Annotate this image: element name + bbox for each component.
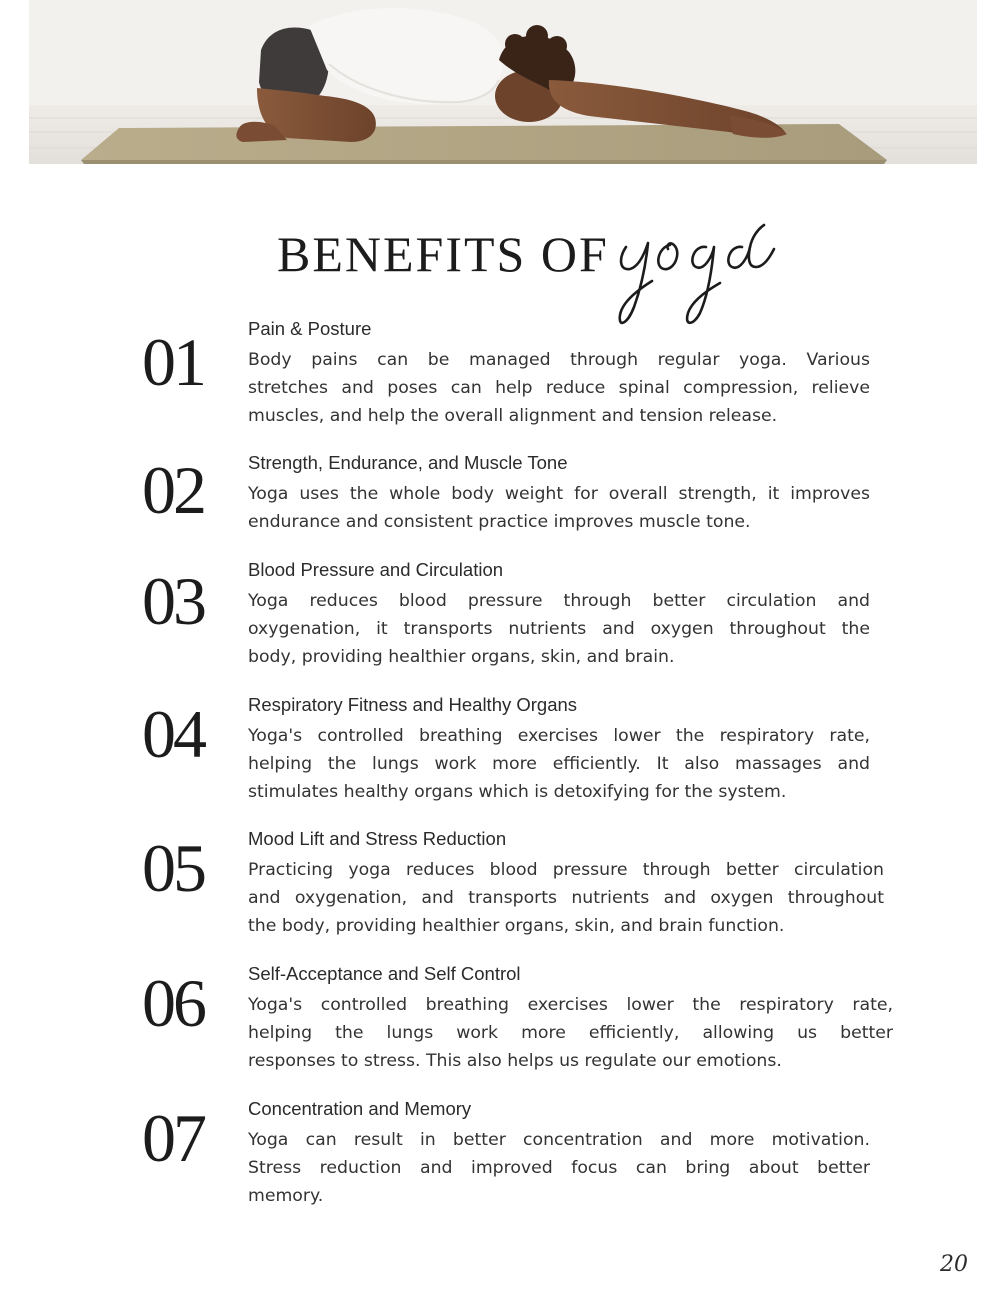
title-script-word [612, 215, 782, 335]
benefit-number: 03 [142, 563, 204, 639]
benefit-heading: Pain & Posture [248, 318, 372, 339]
benefit-description [248, 481, 870, 537]
benefit-number: 06 [142, 965, 204, 1041]
benefit-description-line: endurance and consistent practice improves muscle tone. [248, 511, 751, 532]
benefit-description-line: muscles, and help the overall alignment and tension release. [248, 405, 778, 426]
page-number: 20 [940, 1252, 968, 1277]
benefit-description [248, 857, 884, 940]
benefit-description-line: Stress reduction and improved focus can bring about better [248, 1157, 870, 1178]
benefit-description-line: Body pains can be managed through regular yoga. Various [248, 350, 870, 370]
benefit-description-line: stretches and poses can help reduce spinal compression, relieve [248, 377, 870, 398]
benefit-number: 07 [142, 1100, 204, 1176]
benefit-description-line: Yoga reduces blood pressure through better circulation and [248, 591, 870, 611]
benefit-description-line: the body, providing healthier organs, skin, and brain function. [248, 915, 785, 936]
benefit-description [248, 588, 870, 671]
benefit-heading: Respiratory Fitness and Healthy Organs [248, 694, 578, 715]
benefit-description-line: and oxygenation, and transports nutrients and oxygen throughout [248, 887, 884, 908]
benefit-description-line: Yoga uses the whole body weight for overall strength, it improves [248, 484, 870, 504]
benefit-description-line: helping the lungs work more efficiently. It also massages and [248, 753, 870, 774]
benefit-description [248, 723, 870, 806]
benefit-description-line: Practicing yoga reduces blood pressure through better circulation [248, 860, 884, 880]
benefit-description [248, 347, 870, 430]
benefit-heading: Self-Acceptance and Self Control [248, 963, 521, 984]
benefit-heading: Mood Lift and Stress Reduction [248, 828, 507, 849]
benefit-description-line: memory. [248, 1185, 324, 1206]
yoga-pose-illustration [29, 0, 977, 164]
benefit-description-line: stimulates healthy organs which is detoxifying for the system. [248, 781, 787, 802]
benefit-heading: Blood Pressure and Circulation [248, 559, 504, 580]
benefit-description [248, 992, 893, 1075]
benefit-description-line: Yoga's controlled breathing exercises lower the respiratory rate, [248, 726, 870, 746]
yoga-script-lettering [612, 215, 782, 335]
benefit-number: 04 [142, 696, 204, 772]
benefit-number: 05 [142, 830, 204, 906]
benefit-description-line: oxygenation, it transports nutrients and oxygen throughout the [248, 618, 870, 639]
benefit-description [248, 1127, 870, 1210]
benefit-description-line: responses to stress. This also helps us regulate our emotions. [248, 1050, 782, 1071]
header-photo [29, 0, 977, 164]
benefit-description-line: Yoga's controlled breathing exercises lower the respiratory rate, [248, 995, 893, 1015]
benefit-heading: Concentration and Memory [248, 1098, 472, 1119]
benefit-description-line: body, providing healthier organs, skin, and brain. [248, 646, 675, 667]
title-serif-text: BENEFITS OF [277, 226, 609, 282]
benefit-description-line: helping the lungs work more efficiently, allowing us better [248, 1022, 893, 1043]
benefit-description-line: Yoga can result in better concentration and more motivation. [248, 1130, 870, 1150]
benefit-number: 02 [142, 452, 204, 528]
page-title [0, 215, 1005, 335]
benefit-number: 01 [142, 324, 204, 400]
benefit-heading: Strength, Endurance, and Muscle Tone [248, 452, 568, 473]
